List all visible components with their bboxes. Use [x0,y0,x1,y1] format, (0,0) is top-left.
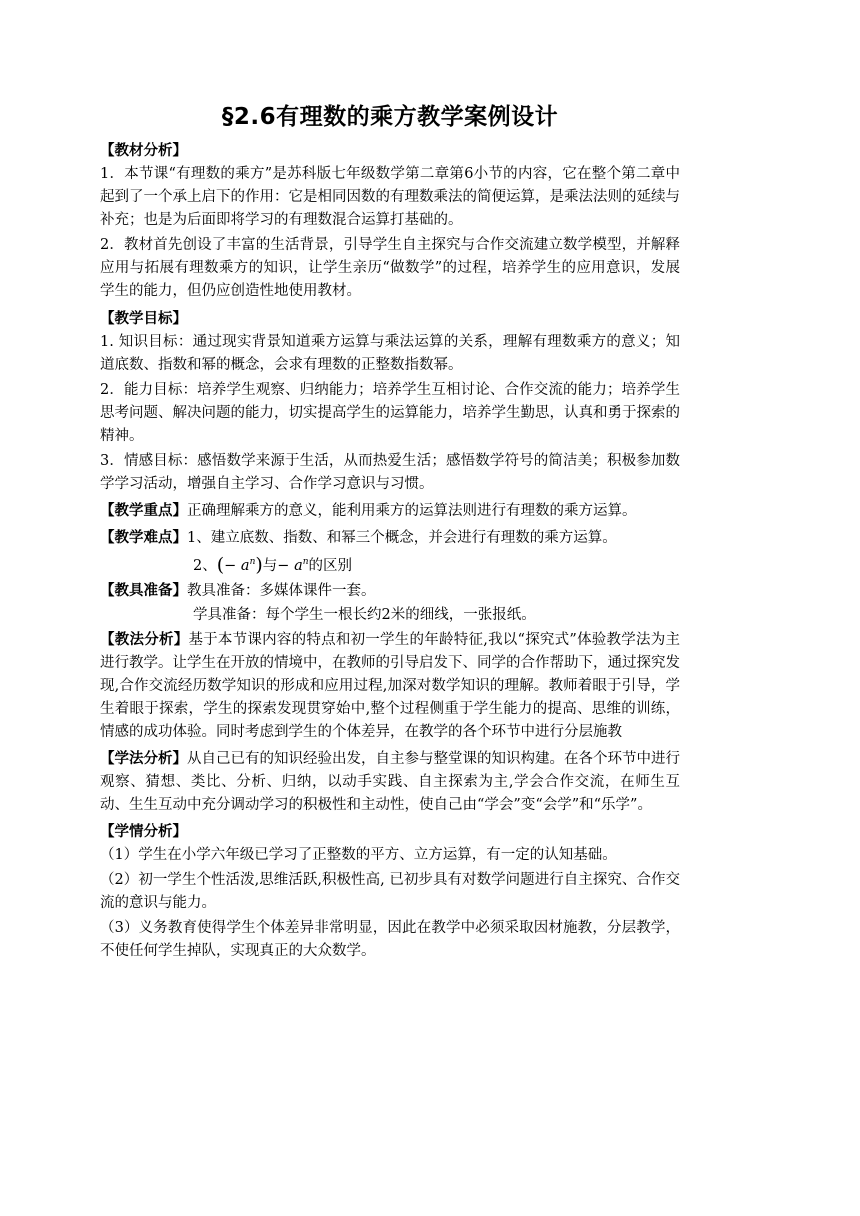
equipment-line-1 [100,578,680,603]
math-paren-open: ( [216,553,225,576]
document-title: §2.6有理数的乘方教学案例设计 [221,104,559,130]
paragraph: 2．能力目标：培养学生观察、归纳能力；培养学生互相讨论、合作交流的能力；培养学生思考问题、解决问题的能力，切实提高学生的运算能力，培养学生勤思，认真和勇于探索的精神。 [100,382,680,444]
paragraph: （3）义务教育使得学生个体差异非常明显，因此在教学中必须采取因材施教，分层教学，不使任何学生掉队，实现真正的大众数学。 [100,919,680,959]
difficulty-connector: 与 [262,557,278,574]
key-point-text: 正确理解乘方的意义，能利用乘方的运算法则进行有理数的乘方运算。 [187,503,637,519]
learning-method-text: 从自己已有的知识经验出发，自主参与整堂课的知识构建。在各个环节中进行观察、猜想、类比、分析、归纳，以动手实践、自主探索为主,学会合作交流，在师生互动、生生互动中充分调动学习的积极性和主动性，使自己由“学会”变“会学”和“乐学”。 [100,750,680,813]
paragraph: （2）初一学生个性活泼,思维活跃,积极性高, 已初步具有对数学问题进行自主探究、合作交流的意识与能力。 [100,871,680,911]
difficulty-item-tail: 的区别 [308,557,353,574]
paragraph: 1. 知识目标：通过现实背景知道乘方运算与乘法运算的关系，理解有理数乘方的意义；知道底数、指数和幂的概念，会求有理数的正整数指数幂。 [100,334,680,373]
learning-method-paragraph [100,746,680,817]
document-page [100,96,680,965]
math-expression: − $a^n$ [224,557,256,574]
difficulty-line-1 [100,525,680,550]
section-heading-learning-method: 【学法分析】 [100,749,187,767]
section-heading-equipment: 【教具准备】 [100,581,187,599]
math-expression: − $a^n$ [277,557,309,574]
equipment-student: 学具准备：每个学生一根长约2米的细线，一张报纸。 [193,606,536,623]
method-text: 基于本节课内容的特点和初一学生的年龄特征,我以“探究式”体验教学法为主进行教学。让学生在开放的情境中，在教师的引导启发下、同学的合作帮助下，通过探究发现,合作交流经历数学知识的形成和应用过程,加深对数学知识的理解。教师着眼于引导，学生着眼于探索，学生的探索发现贯穿始中,整个过程侧重于学生能力的提高、思维的训练，情感的成功体验。同时考虑到学生的个体差异，在教学的各个环节中进行分层施教 [100,631,680,740]
section-heading-difficulties: 【教学难点】 [100,529,187,546]
key-point-line [100,498,680,523]
method-paragraph [100,627,680,744]
section-heading-teaching-goals: 【教学目标】 [100,310,187,327]
paragraph: 1．本节课“有理数的乘方”是苏科版七年级数学第二章第6小节的内容，它在整个第二章中起到了一个承上启下的作用：它是相同因数的有理数乘法的简便运算，是乘法法则的延续与补充；也是为后面即将学习的有理数混合运算打基础的。 [100,166,680,228]
difficulty-item-number: 2、 [193,557,217,574]
section-heading-teaching-method: 【教法分析】 [100,630,189,648]
paragraph: 3．情感目标：感悟数学来源于生活，从而热爱生活；感悟数学符号的简洁美；积极参加数学学习活动，增强自主学习、合作学习意识与习惯。 [100,453,680,492]
section-heading-key-points: 【教学重点】 [100,502,187,519]
equipment-teacher: 教具准备：多媒体课件一套。 [187,582,376,599]
math-paren-close: ) [255,553,263,576]
paragraph: 2．教材首先创设了丰富的生活背景，引导学生自主探究与合作交流建立数学模型，并解释应用与拓展有理数乘方的知识，让学生亲历“做数学”的过程，培养学生的应用意识，发展学生的能力，但仍应创造性地使用教材。 [100,237,680,299]
difficulty-item-1: 1、建立底数、指数、和幂三个概念，并会进行有理数的乘方运算。 [187,530,617,546]
paragraph: （1）学生在小学六年级已学习了正整数的平方、立方运算，有一定的认知基础。 [100,846,617,863]
difficulty-line-2 [100,550,680,578]
section-heading-textbook-analysis: 【教材分析】 [100,142,187,159]
section-heading-student-analysis: 【学情分析】 [100,822,187,840]
